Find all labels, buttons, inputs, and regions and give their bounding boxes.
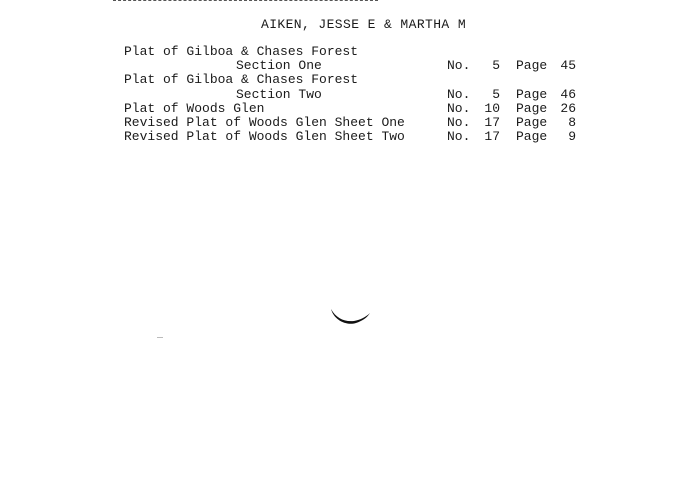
list-item [124, 88, 594, 102]
list-item [124, 45, 594, 59]
entry-description: Plat of Gilboa & Chases Forest [124, 44, 359, 59]
list-item [124, 73, 594, 87]
entry-page-label: Page [516, 86, 548, 102]
entry-page-value: 8 [568, 114, 576, 130]
document-title: AIKEN, JESSE E & MARTHA M [261, 17, 467, 32]
entry-page-label: Page [516, 129, 548, 145]
entry-no-label: No. [447, 58, 471, 74]
pen-mark [328, 306, 374, 330]
entry-description: Revised Plat of Woods Glen Sheet One [124, 114, 405, 130]
entry-page-label: Page [516, 100, 548, 116]
entry-description: Section One [236, 58, 322, 74]
plat-index-list [124, 45, 594, 144]
entry-description: Revised Plat of Woods Glen Sheet Two [124, 129, 405, 145]
entry-no-value: 5 [492, 58, 500, 74]
entry-no-label: No. [447, 100, 471, 116]
entry-page-value: 46 [560, 86, 576, 102]
scan-speck [157, 337, 163, 338]
entry-page-value: 26 [560, 100, 576, 116]
list-item [124, 130, 594, 144]
entry-page-label: Page [516, 114, 548, 130]
entry-no-label: No. [447, 114, 471, 130]
entry-page-label: Page [516, 58, 548, 74]
entry-description: Plat of Gilboa & Chases Forest [124, 72, 359, 88]
entry-description: Plat of Woods Glen [124, 100, 265, 116]
entry-no-value: 17 [484, 129, 500, 145]
entry-no-value: 17 [484, 114, 500, 130]
entry-no-label: No. [447, 129, 471, 145]
entry-page-value: 45 [560, 58, 576, 74]
entry-page-value: 9 [568, 129, 576, 145]
list-item [124, 102, 594, 116]
top-rule [113, 0, 378, 2]
entry-no-label: No. [447, 86, 471, 102]
entry-description: Section Two [236, 86, 322, 102]
entry-no-value: 10 [484, 100, 500, 116]
list-item [124, 59, 594, 73]
entry-no-value: 5 [492, 86, 500, 102]
list-item [124, 116, 594, 130]
